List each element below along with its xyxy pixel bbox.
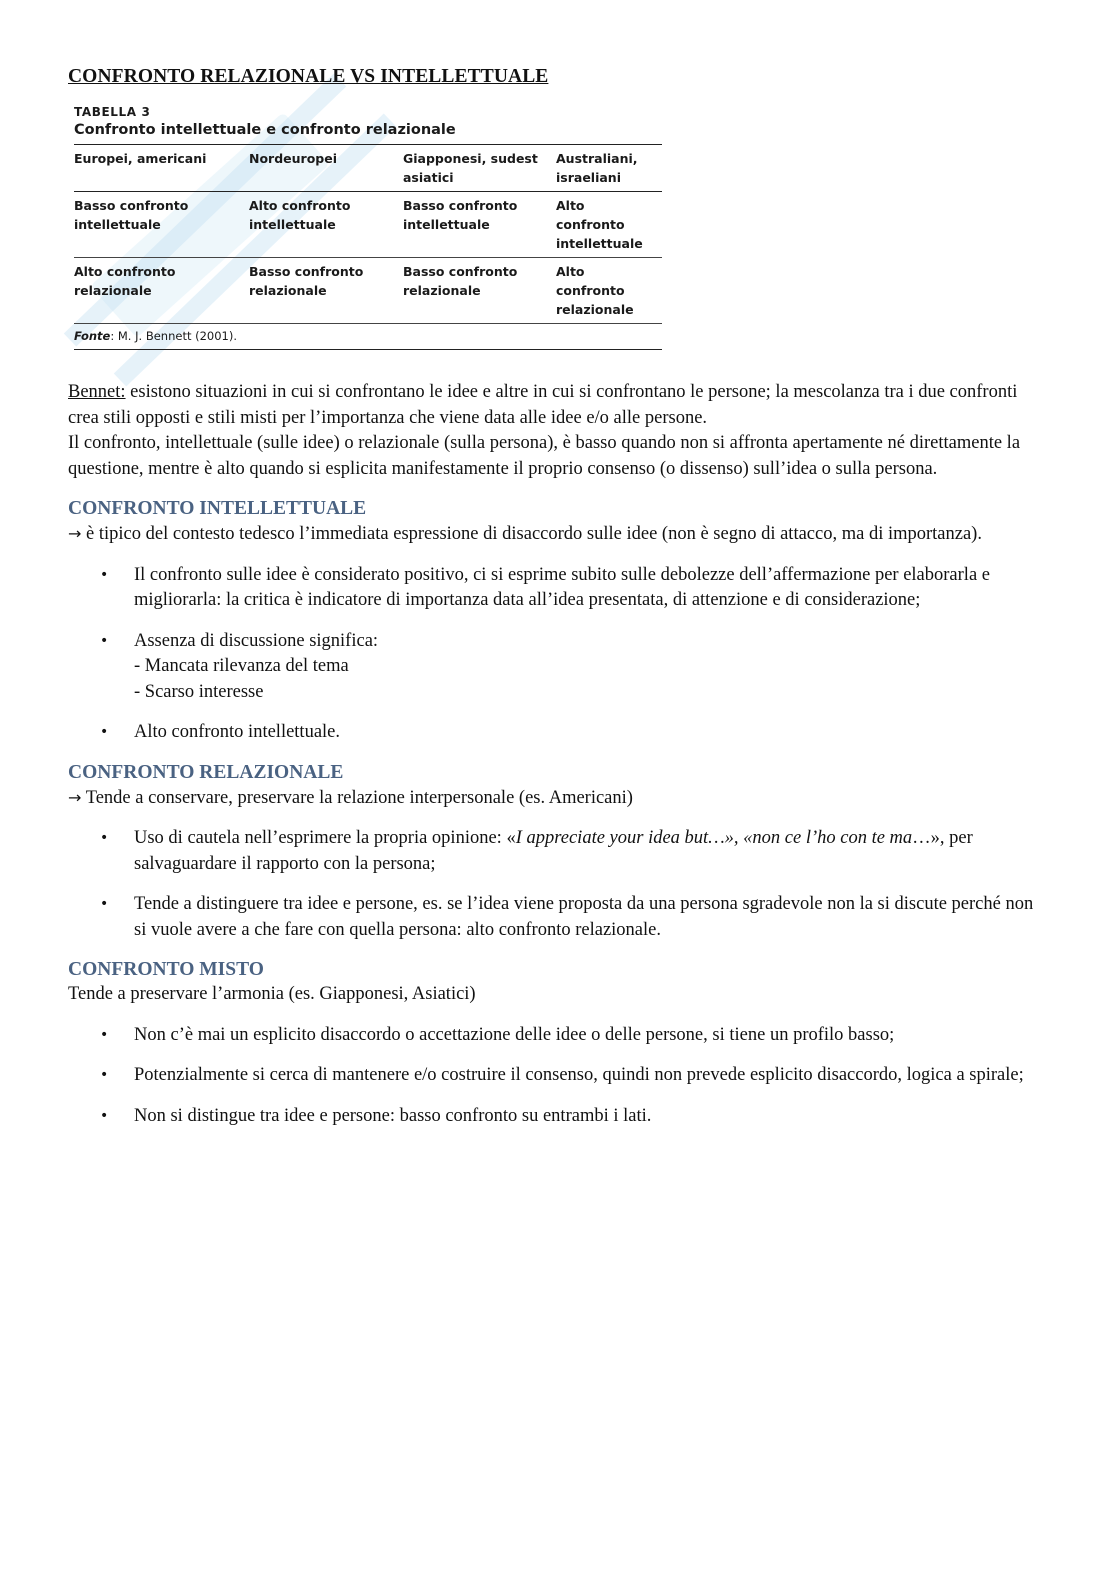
section-lead [68,785,1048,812]
list-item [68,1063,1048,1089]
list-item [68,629,1048,706]
bullet-list [68,1023,1048,1130]
table-cell: Basso confronto relazionale [249,258,403,324]
bullet-icon: • [100,1026,109,1043]
table-source-text: : M. J. Bennett (2001). [110,329,238,343]
bullet-icon: • [100,1067,109,1083]
section-heading-relazionale: CONFRONTO RELAZIONALE [68,761,344,783]
table-source [74,324,662,350]
sub-item-text: - Mancata rilevanza del tema [134,656,349,676]
list-item-italic: I appreciate your idea but…», «non ce l’ho con te ma [515,828,913,848]
list-item [68,892,1048,943]
comparison-table-figure [74,104,662,350]
arrow-right-icon: → [68,524,82,543]
document-page [68,64,1048,1129]
table-cell: Basso confronto intellettuale [74,192,249,258]
table-header-cell: Europei, americani [74,145,249,192]
list-item [68,563,1048,614]
bullet-icon: • [100,632,109,649]
table-title: Confronto intellettuale e confronto relazionale [74,122,456,138]
sub-item-text: - Scarso interesse [134,681,264,702]
list-item [68,826,1048,877]
table-cell: Alto confronto relazionale [556,258,662,324]
bullet-icon: • [100,724,109,740]
table-header-cell: Australiani, israeliani [556,145,662,192]
section-heading-intellettuale: CONFRONTO INTELLETTUALE [68,498,367,519]
bullet-icon: • [100,896,109,912]
section-lead: Tende a preservare l’armonia (es. Giapponesi, Asiatici) [68,984,476,1004]
lead-text: Tende a conservare, preservare la relazione interpersonale (es. Americani) [81,787,633,808]
intro-paragraph [68,380,1048,431]
list-item-text: Tende a distinguere tra idee e persone, es. se l’idea viene proposta da una persona sgradevole non la si discute perché non si vuole avere a che fare con quella persona: alto confronto relazionale. [134,894,1034,940]
list-item-text: Potenzialmente si cerca di mantenere e/o costruire il consenso, quindi non prevede esplicito disaccordo, logica a spirale; [134,1065,1024,1085]
page-title: CONFRONTO RELAZIONALE VS INTELLETTUALE [68,66,549,87]
list-item-text: Alto confronto intellettuale. [134,722,341,742]
list-item-text: Assenza di discussione significa: [134,630,379,651]
table-row [74,192,662,258]
author-name: Bennet: [68,382,126,402]
bullet-list [68,826,1048,943]
bullet-icon: • [100,566,109,583]
arrow-right-icon: → [68,787,82,807]
table-cell: Basso confronto relazionale [403,258,556,324]
list-item-text: Uso di cautela nell’esprimere la propria opinione: « [134,828,516,848]
list-item-text: Il confronto sulle idee è considerato positivo, ci si esprime subito sulle debolezze dell’affermazione per elaborarla e migliorarla: la critica è indicatore di importanza data all’idea presentata, di attenzione e di considerazione; [134,564,990,610]
table-cell: Alto confronto intellettuale [249,192,403,258]
list-item [68,720,1048,746]
intro-paragraph-2: Il confronto, intellettuale (sulle idee) o relazionale (sulla persona), è basso quando non si affronta apertamente né direttamente la questione, mentre è alto quando si esplicita manifestamente il proprio consenso (o dissenso) sull’idea o sulla persona. [68,433,1021,479]
table-header-row [74,145,662,192]
table-cell: Basso confronto intellettuale [403,192,556,258]
table-cell: Alto confronto relazionale [74,258,249,324]
table-label: TABELLA 3 [74,105,151,119]
bullet-list [68,563,1048,746]
table-cell: Alto confronto intellettuale [556,192,662,258]
list-item-text-end: …», per salvaguardare il rapporto con la persona; [134,828,973,874]
table-header-cell: Nordeuropei [249,145,403,192]
section-heading-misto: CONFRONTO MISTO [68,959,264,980]
list-item [68,1104,1048,1130]
table-row [74,258,662,324]
section-lead [68,521,1048,548]
bullet-icon: • [100,830,109,846]
bullet-icon: • [100,1107,109,1124]
list-item-text: Non c’è mai un esplicito disaccordo o accettazione delle idee o delle persone, si tiene un profilo basso; [134,1024,895,1045]
table-source-label: Fonte [74,329,111,343]
table-header-cell: Giapponesi, sudest asiatici [403,145,556,192]
list-item-text: Non si distingue tra idee e persone: basso confronto su entrambi i lati. [134,1105,652,1126]
intro-text: esistono situazioni in cui si confrontano le idee e altre in cui si confrontano le persone; la mescolanza tra i due confronti crea stili opposti e stili misti per l’importanza che viene data alle idee e/o alle persone. [68,382,1018,428]
lead-text: è tipico del contesto tedesco l’immediata espressione di disaccordo sulle idee (non è segno di attacco, ma di importanza). [81,524,982,544]
comparison-table [74,144,662,324]
list-item [68,1023,1048,1049]
